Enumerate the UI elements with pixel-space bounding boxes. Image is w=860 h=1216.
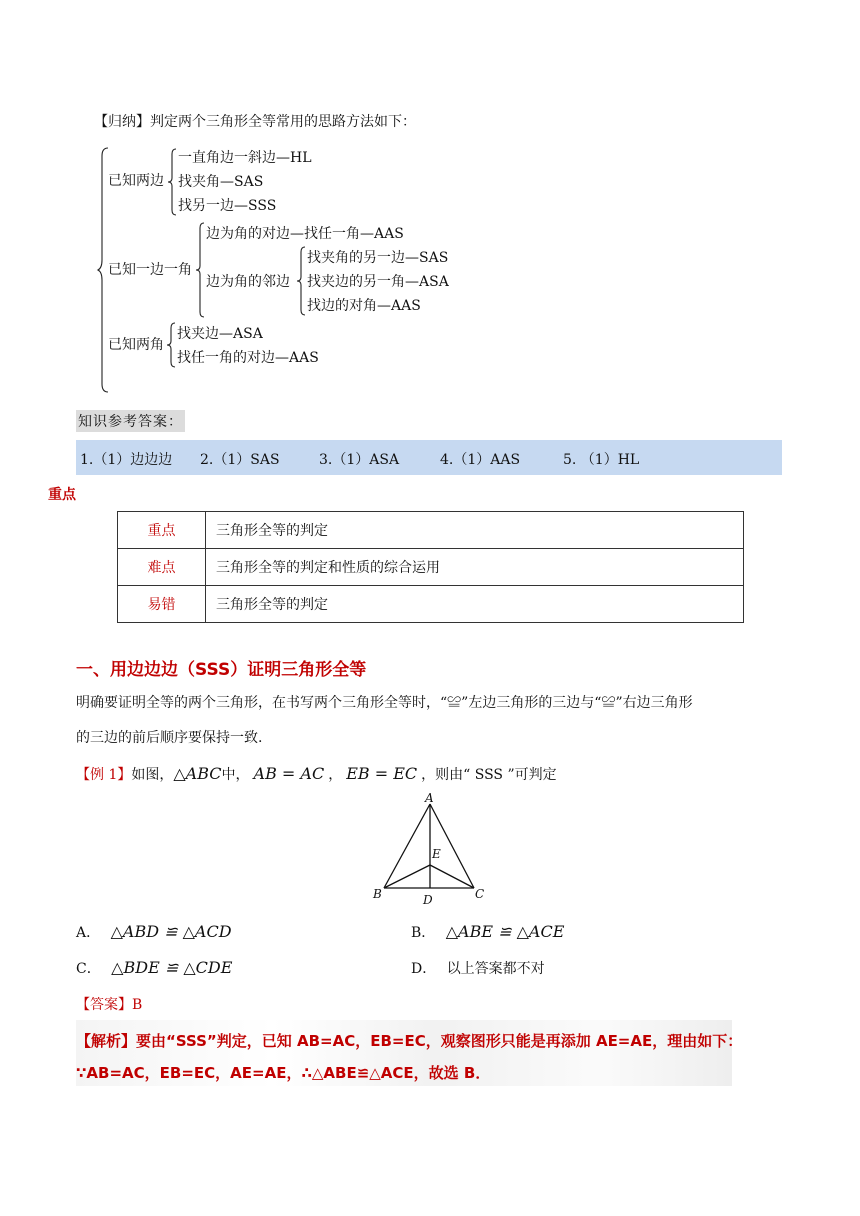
option-text: △ABE ≌ △ACE <box>445 922 565 941</box>
section-desc-line2: 的三边的前后顺序要保持一致. <box>76 730 263 746</box>
option-text: △BDE ≌ △CDE <box>111 958 233 977</box>
point-label-b: B <box>373 887 382 901</box>
group-known-two-angles: 已知两角 <box>108 337 164 353</box>
group-known-two-sides: 已知两边 <box>108 173 164 189</box>
point-label-d: D <box>423 893 433 907</box>
example-tag: 【例 1】 <box>76 767 132 783</box>
answer-line <box>76 994 142 1014</box>
table-row <box>118 549 744 586</box>
triangle-figure <box>368 790 494 910</box>
point-label-c: C <box>475 887 485 901</box>
option-text: 以上答案都不对 <box>446 961 545 977</box>
question-text: 中， <box>221 767 250 783</box>
focus-label: 重点 <box>48 487 76 503</box>
table-row <box>118 586 744 623</box>
option-d <box>411 958 545 978</box>
option-label: A． <box>76 925 101 941</box>
option-c <box>76 958 232 978</box>
section-title: 一、用边边边（SSS）证明三角形全等 <box>76 660 367 680</box>
analysis-line1: 【解析】要由“SSS”判定，已知 AB=AC，EB=EC，观察图形只能是再添加 AE=AE，理由如下： <box>76 1032 743 1050</box>
focus-key: 难点 <box>118 549 206 586</box>
analysis-line2: ∵AB=AC，EB=EC，AE=AE，∴△ABE≌△ACE，故选 B． <box>76 1064 491 1082</box>
focus-value: 三角形全等的判定 <box>206 586 744 623</box>
group2-brace <box>196 222 206 318</box>
section-desc-line1: 明确要证明全等的两个三角形，在书写两个三角形全等时，“≌”左边三角形的三边与“≌”右边三角形 <box>76 695 693 711</box>
focus-key: 易错 <box>118 586 206 623</box>
answer-value: B <box>132 997 143 1013</box>
group2-sub-brace <box>297 246 307 316</box>
group2-sub-label: 边为角的邻边 <box>206 274 290 290</box>
question-text: 如图， <box>131 767 174 783</box>
group-known-side-angle: 已知一边一角 <box>108 262 192 278</box>
answer-item: 1.（1）边边边 <box>80 452 173 468</box>
triangle-symbol: △ABC <box>173 764 222 783</box>
group1-item: 找另一边—SSS <box>178 198 277 214</box>
point-label-e: E <box>432 847 441 861</box>
focus-value: 三角形全等的判定 <box>206 512 744 549</box>
group3-item: 找夹边—ASA <box>177 326 263 342</box>
table-row <box>118 512 744 549</box>
group2-sub-item: 找边的对角—AAS <box>307 298 421 314</box>
option-label: D． <box>411 961 437 977</box>
option-label: B． <box>411 925 436 941</box>
answer-item: 2.（1）SAS <box>200 452 280 468</box>
answer-item: 4.（1）AAS <box>440 452 521 468</box>
knowledge-answers-bar <box>76 440 782 475</box>
focus-table <box>117 511 744 623</box>
focus-key: 重点 <box>118 512 206 549</box>
focus-value: 三角形全等的判定和性质的综合运用 <box>206 549 744 586</box>
answer-item: 5. （1）HL <box>563 452 640 468</box>
question-text: ，则由“ SSS ”可判定 <box>421 767 557 783</box>
equation-ab-ac: AB = AC <box>253 764 325 783</box>
option-text: △ABD ≌ △ACD <box>110 922 232 941</box>
question-text: ， <box>328 767 343 783</box>
group3-brace <box>167 322 177 368</box>
option-label: C． <box>76 961 101 977</box>
example1-question <box>76 764 557 784</box>
point-label-a: A <box>425 791 434 805</box>
group3-item: 找任一角的对边—AAS <box>177 350 319 366</box>
summary-heading: 【归纳】判定两个三角形全等常用的思路方法如下： <box>94 114 416 130</box>
option-a <box>76 922 232 942</box>
group2-item: 边为角的对边—找任一角—AAS <box>206 226 404 242</box>
group1-brace <box>168 148 178 216</box>
answer-tag: 【答案】 <box>76 997 132 1013</box>
group1-item: 一直角边一斜边—HL <box>178 150 312 166</box>
group2-sub-item: 找夹边的另一角—ASA <box>307 274 449 290</box>
option-b <box>411 922 564 942</box>
answer-item: 3.（1）ASA <box>319 452 400 468</box>
equation-eb-ec: EB = EC <box>346 764 418 783</box>
knowledge-answers-title: 知识参考答案： <box>76 410 185 432</box>
group1-item: 找夹角—SAS <box>178 174 264 190</box>
group2-sub-item: 找夹角的另一边—SAS <box>307 250 449 266</box>
